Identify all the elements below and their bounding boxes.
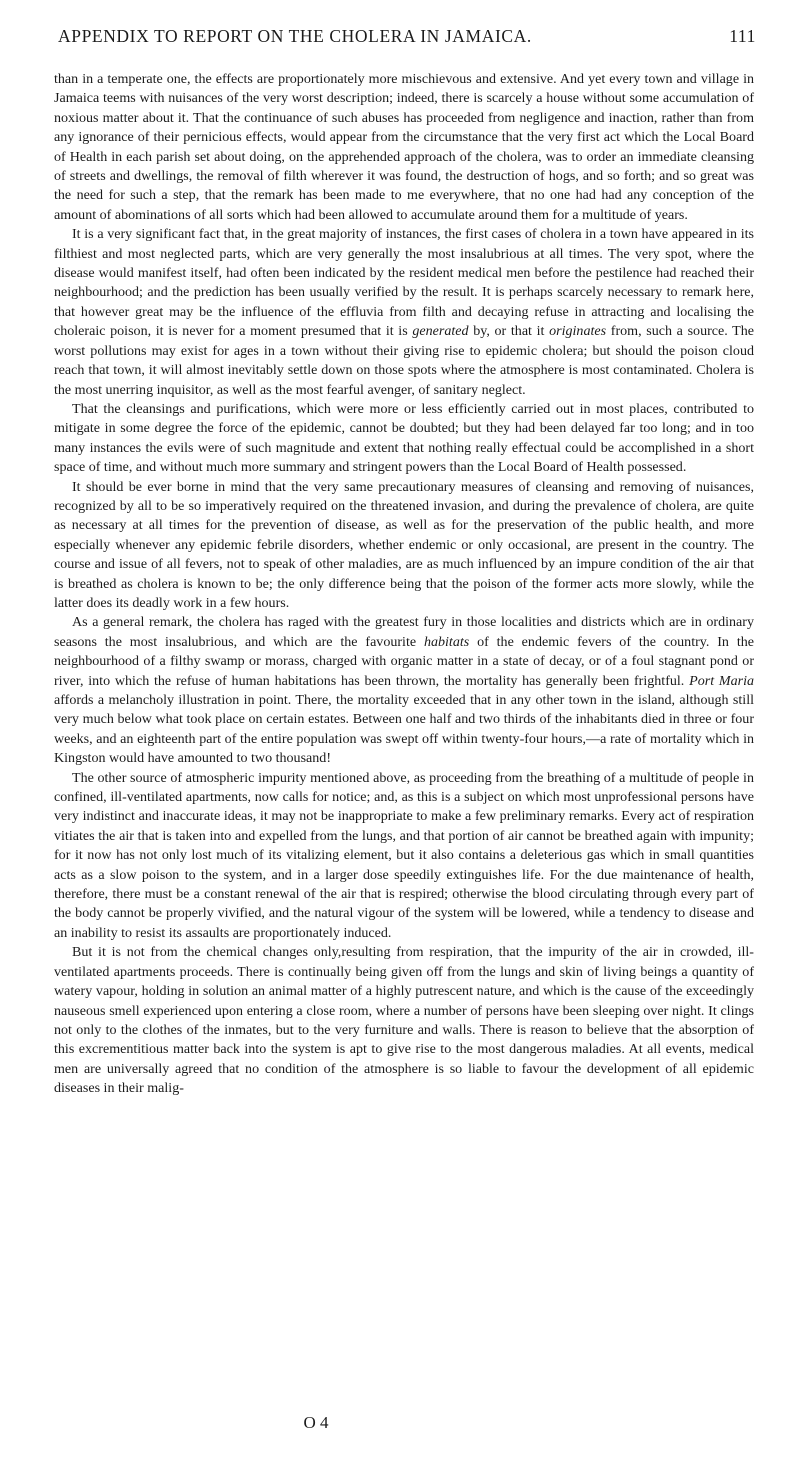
italic-text: habitats <box>423 633 470 650</box>
paragraph-text: But it is not from the chemical changes only,resulting from respiration, that the impurity of the air in crowded, ill-ventilated apartments proceeds. There is continually being given off from the lungs and skin of living beings a quantity of watery vapour, holding in solution an animal matter of a highly putrescent nature, and which is the cause of the exceedingly nauseous smell experienced upon entering a close room, where a number of persons have been sleeping over night. It clings not only to the clothes of the inmates, but to the very furniture and walls. There is reason to believe that the absorption of this excrementitious matter back into the system is apt to give rise to the most dangerous maladies. At all events, medical men are universally agreed that no condition of the atmosphere is so liable to favour the development of all epidemic diseases in their malig- <box>54 944 754 1097</box>
page-header <box>44 20 756 60</box>
signature-mark-text: O 4 <box>303 1413 329 1432</box>
paragraph-text: It should be ever borne in mind that the very same precautionary measures of cleansing and removing of nuisances, recognized by all to be so imperatively required on the threatened invasion, and during the prevalence of cholera, are quite as necessary at all times for the prevention of disease, as well as for the preservation of the public health, and more especially whenever any epidemic febrile disorders, whether endemic or only occasional, are present in the country. The course and issue of all fevers, not to speak of other maladies, are as much influenced by an impure condition of the air that is breathed as cholera is known to be; the only difference being that the poison of the former acts more slowly, while the latter does its deadly work in a few hours. <box>54 478 754 611</box>
paragraph <box>54 70 754 225</box>
paragraph-text: That the cleansings and purifications, which were more or less efficiently carried out in most places, contributed to mitigate in some degree the force of the epidemic, cannot be doubted; but they had been delayed far too long; and in too many instances the evils were of such magnitude and extent that nothing really effectual could be accomplished in a short space of time, and without much more summary and stringent powers than the Local Board of Health possessed. <box>54 400 754 476</box>
italic-text: generated <box>412 323 469 340</box>
paragraph-text: of the endemic fevers of the country. In the neighbourhood of a filthy swamp or morass, charged with organic matter in a state of decay, or of a foul stagnant pond or river, into which the refuse of human habitations has been thrown, the mortality has generally been frightful. <box>54 633 754 689</box>
italic-text: originates <box>549 323 607 340</box>
paragraph <box>54 613 754 768</box>
paragraph-text: The other source of atmospheric impurity mentioned above, as proceeding from the breathing of a multitude of people in confined, ill-ventilated apartments, now calls for notice; and, as this is a subject on which most unprofessional persons have very indistinct and inaccurate ideas, it may not be inappropriate to make a few preliminary remarks. Every act of respiration vitiates the air that is taken into and expelled from the lungs, and that portion of air cannot be breathed again with impunity; for it now has not only lost much of its vitalizing element, but it also contains a deleterious gas which in small quantities acts as a slow poison to the system, and in a larger dose speedily extinguishes life. For the due maintenance of health, therefore, there must be a constant renewal of the air that is respired; otherwise the blood circulating through every part of the body cannot be properly vivified, and the natural vigour of the system will be lowered, while a tendency to disease and an inability to resist its assaults are proportionately induced. <box>54 769 754 941</box>
paragraph <box>54 943 754 1098</box>
paragraph <box>54 769 754 944</box>
book-page <box>44 20 756 1097</box>
paragraph <box>54 400 754 478</box>
running-title: APPENDIX TO REPORT ON THE CHOLERA IN JAMAICA. <box>58 26 532 46</box>
paragraph-text: by, or that it <box>468 323 550 340</box>
body-text <box>54 70 754 1099</box>
paragraph <box>54 478 754 614</box>
signature-mark <box>0 1413 712 1433</box>
paragraph-text: It is a very significant fact that, in the great majority of instances, the first cases of cholera in a town have appeared in its filthiest and most neglected parts, which are very generally the most insalubrious at all times. The very spot, where the disease would manifest itself, had often been indicated by the resident medical men before the pestilence had reached their neighbourhood; and the prediction has been usually verified by the result. It is perhaps scarcely necessary to remark here, that however great may be the influence of the effluvia from filth and decaying refuse in attracting and localising the choleraic poison, it is never for a moment presumed that it is <box>54 226 754 340</box>
paragraph-text: from, such a source. The worst pollutions may exist for ages in a town without their giving rise to epidemic cholera; but should the poison cloud reach that town, it will almost inevitably settle down on those spots where the atmosphere is most contaminated. Cholera is the most unerring inquisitor, as well as the most fearful avenger, of sanitary neglect. <box>54 323 755 398</box>
paragraph-text: affords a melancholy illustration in point. There, the mortality exceeded that in any other town in the island, although still very much below what took place on certain estates. Between one half and two thirds of the inhabitants died in three or four weeks, and an eighteenth part of the entire population was swept off within twenty-four hours,—a rate of mortality which in Kingston would have amounted to two thousand! <box>54 692 754 767</box>
paragraph-text: than in a temperate one, the effects are proportionately more mischievous and extensive. And yet every town and village in Jamaica teems with nuisances of the very worst description; indeed, there is scarcely a house without some accumulation of noxious matter about it. That the continuance of such abuses has proceeded from negligence and inaction, rather than from any ignorance of their pernicious effects, would appear from the circumstance that the very first act which the Local Board of Health in each parish set about doing, on the apprehended approach of the cholera, was to order an immediate cleansing of streets and dwellings, the removal of filth wherever it was found, the destruction of hogs, and so forth; and so great was the need for such a step, that the remark has been made to me everywhere, that no one had had any conception of the amount of abominations of all sorts which had been allowed to accumulate around them for a multitude of years. <box>54 71 754 223</box>
italic-text: Port Maria <box>689 672 755 689</box>
paragraph <box>54 225 754 400</box>
paragraph-text: As a general remark, the cholera has raged with the greatest fury in those localities and districts which are in ordinary seasons the most insalubrious, and which are the favourite <box>54 614 754 650</box>
page-number: 111 <box>729 26 756 46</box>
